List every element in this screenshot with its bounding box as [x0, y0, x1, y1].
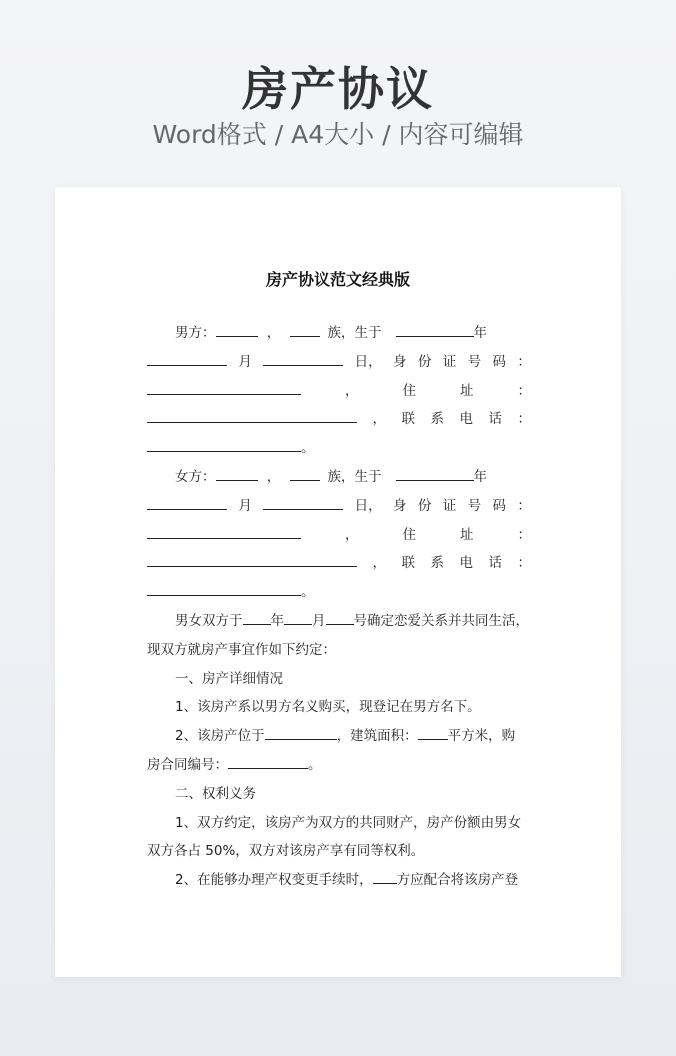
section1-item2-line1: 2、该房产位于 ，建筑面积： 平方米，购: [147, 722, 531, 751]
banner-title: 房产协议: [242, 62, 434, 116]
banner-subtitle: Word格式 / A4大小 / 内容可编辑: [152, 120, 524, 149]
blank-field[interactable]: [418, 725, 448, 740]
blank-field[interactable]: [228, 754, 308, 769]
blank-field[interactable]: [147, 581, 301, 596]
section2-item2-line1: 2、在能够办理产权变更手续时， 方应配合将该房产登: [147, 866, 531, 895]
blank-field[interactable]: [290, 466, 320, 481]
male-line-4: ， 联 系 电 话 ：: [147, 405, 531, 434]
blank-field[interactable]: [263, 351, 343, 366]
section1-item2-line2: 房合同编号： 。: [147, 751, 531, 780]
male-year: 年: [473, 325, 487, 341]
male-day: 日，: [354, 353, 382, 370]
blank-field[interactable]: [147, 380, 301, 395]
section1-item1: 1、该房产系以男方名义购买，现登记在男方名下。: [175, 699, 481, 716]
blank-field[interactable]: [284, 610, 312, 625]
intro-line-1: 男女双方于 年 月 号确定恋爱关系并共同生活，: [147, 607, 531, 636]
section1-heading: 一、房产详细情况: [175, 670, 283, 687]
blank-field[interactable]: [147, 437, 301, 452]
male-month: 月: [238, 353, 252, 370]
blank-field[interactable]: [290, 322, 320, 337]
blank-field[interactable]: [147, 408, 357, 423]
intro-line-2: 现双方就房产事宜作如下约定：: [147, 641, 336, 658]
female-month: 月: [238, 497, 252, 514]
female-line-2: 月 日， 身 份 证 号 码 ：: [147, 492, 531, 521]
blank-field[interactable]: [396, 466, 474, 481]
blank-field[interactable]: [147, 351, 227, 366]
female-line-4: ， 联 系 电 话 ：: [147, 549, 531, 578]
blank-field[interactable]: [147, 524, 301, 539]
female-line-1: 女方： ， 族，生于 年: [147, 463, 531, 492]
male-line-2: 月 日， 身 份 证 号 码 ：: [147, 348, 531, 377]
blank-field[interactable]: [147, 552, 357, 567]
section2-item1-line1: 1、双方约定，该房产为双方的共同财产，房产份额由男女: [175, 814, 522, 831]
blank-field[interactable]: [373, 869, 397, 884]
blank-field[interactable]: [263, 495, 343, 510]
male-label: 男方：: [175, 325, 216, 341]
document-body: [147, 319, 531, 895]
document-title: 房产协议范文经典版: [265, 270, 410, 289]
female-line-5: 。: [147, 578, 531, 607]
female-year: 年: [473, 468, 487, 485]
document-page: [55, 187, 621, 977]
blank-field[interactable]: [396, 322, 474, 337]
male-line-3: ， 住 址 ：: [147, 377, 531, 406]
blank-field[interactable]: [147, 495, 227, 510]
female-line-3: ， 住 址 ：: [147, 521, 531, 550]
section2-item1-line2: 双方各占 50%，双方对该房产享有同等权利。: [147, 843, 425, 860]
male-line-1: 男方： ， 族，生于 年: [147, 319, 531, 348]
female-ethnicity-text: 族，生于: [327, 468, 382, 485]
blank-field[interactable]: [265, 725, 337, 740]
female-day: 日，: [354, 497, 382, 514]
blank-field[interactable]: [243, 610, 271, 625]
female-label: 女方：: [175, 468, 216, 485]
blank-field[interactable]: [216, 466, 258, 481]
male-ethnicity-text: 族，生于: [327, 325, 382, 341]
male-line-5: 。: [147, 434, 531, 463]
blank-field[interactable]: [326, 610, 354, 625]
section2-heading: 二、权利义务: [175, 785, 256, 802]
blank-field[interactable]: [216, 322, 258, 337]
